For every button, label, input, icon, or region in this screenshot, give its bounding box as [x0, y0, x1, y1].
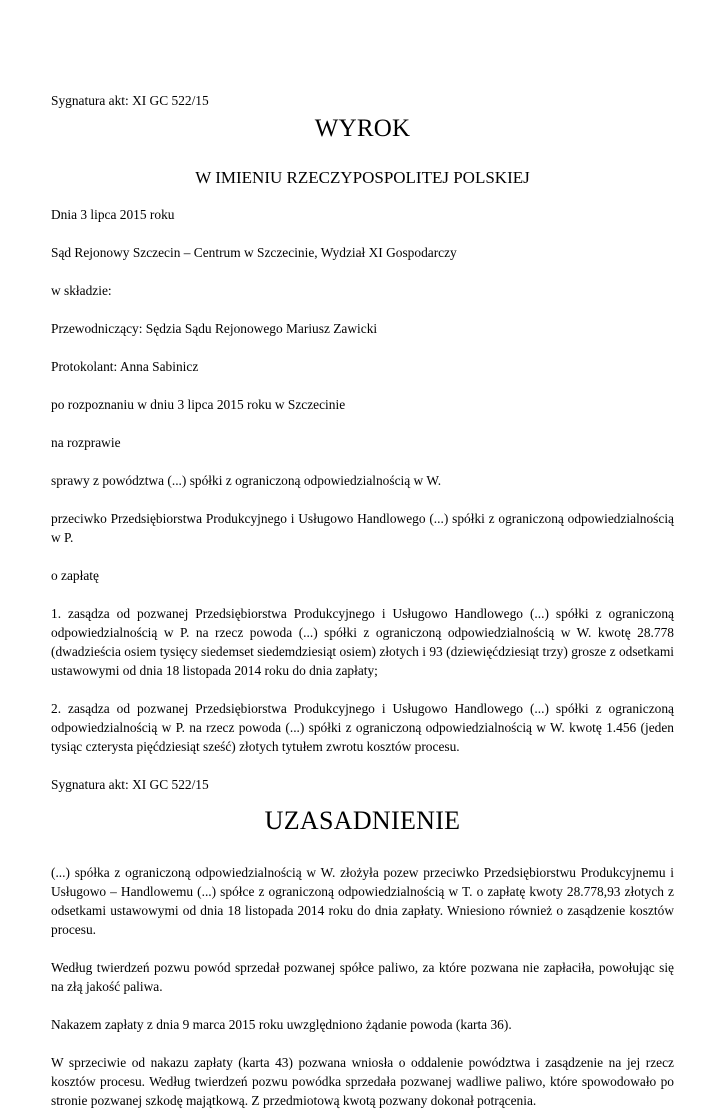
clerk: Protokolant: Anna Sabinicz: [51, 359, 199, 374]
court-name: Sąd Rejonowy Szczecin – Centrum w Szczecinie, Wydział XI Gospodarczy: [51, 245, 457, 260]
chairman: Przewodniczący: Sędzia Sądu Rejonowego Mariusz Zawicki: [51, 321, 378, 336]
verdict-subtitle: W IMIENIU RZECZYPOSPOLITEJ POLSKIEJ: [195, 168, 530, 187]
verdict-date: Dnia 3 lipca 2015 roku: [51, 207, 175, 222]
justification-paragraph-1: (...) spółka z ograniczoną odpowiedzialnością w W. złożyła pozew przeciwko Przedsiębiorstwu Produkcyjnemu i Usługowo – Handlowemu (...) spółce z ograniczoną odpowiedzialnością w T. o zapłatę kwoty 28.778,93 złotych z odsetkami ustawowymi od dnia 18 listopada 2014 roku do dnia zapłaty. Wniesiono również o zasądzenie kosztów procesu.: [51, 865, 674, 937]
justification-paragraph-2: Według twierdzeń pozwu powód sprzedał pozwanej spółce paliwo, za które pozwana nie zapłaciła, powołując się na złą jakość paliwa.: [51, 960, 674, 994]
case-signature: Sygnatura akt: XI GC 522/15: [51, 93, 209, 108]
document-body: [51, 91, 674, 1110]
justification-title: UZASADNIENIE: [264, 806, 461, 835]
session-type: na rozprawie: [51, 435, 121, 450]
justification-paragraph-4: W sprzeciwie od nakazu zapłaty (karta 43) pozwana wniosła o oddalenie powództwa i zasądzenie na jej rzecz kosztów procesu. Według twierdzeń pozwu powódka sprzedała pozwanej wadliwe paliwo, które spowodowało po stronie pozwanej szkodę majątkową. Z przedmiotową kwotą pozwany dokonał potrącenia.: [51, 1055, 674, 1108]
hearing-info: po rozpoznaniu w dniu 3 lipca 2015 roku w Szczecinie: [51, 397, 346, 412]
case-subject: o zapłatę: [51, 568, 99, 583]
justification-paragraph-3: Nakazem zapłaty z dnia 9 marca 2015 roku uwzględniono żądanie powoda (karta 36).: [51, 1017, 512, 1032]
verdict-title: WYROK: [314, 115, 411, 142]
case-plaintiff: sprawy z powództwa (...) spółki z ograniczoną odpowiedzialnością w W.: [51, 473, 442, 488]
ruling-point-2: 2. zasądza od pozwanej Przedsiębiorstwa Produkcyjnego i Usługowo Handlowego (...) spółki z ograniczoną odpowiedzialnością w P. na rzecz powoda (...) spółki z ograniczoną odpowiedzialnością w W. kwotę 1.456 (jeden tysiąc czterysta pięćdziesiąt sześć) złotych tytułem zwrotu kosztów procesu.: [51, 701, 674, 754]
composition-label: w składzie:: [51, 283, 112, 298]
ruling-point-1: 1. zasądza od pozwanej Przedsiębiorstwa Produkcyjnego i Usługowo Handlowego (...) spółki z ograniczoną odpowiedzialnością w P. na rzecz powoda (...) spółki z ograniczoną odpowiedzialnością w W. kwotę 28.778 (dwadzieścia osiem tysięcy siedemset siedemdziesiąt osiem) złotych i 93 (dziewięćdziesiąt trzy) grosze z odsetkami ustawowymi od dnia 18 listopada 2014 roku do dnia zapłaty;: [51, 606, 674, 678]
case-defendant: przeciwko Przedsiębiorstwa Produkcyjnego i Usługowo Handlowego (...) spółki z ograniczoną odpowiedzialnością w P.: [51, 511, 674, 545]
justification-signature: Sygnatura akt: XI GC 522/15: [51, 777, 209, 792]
